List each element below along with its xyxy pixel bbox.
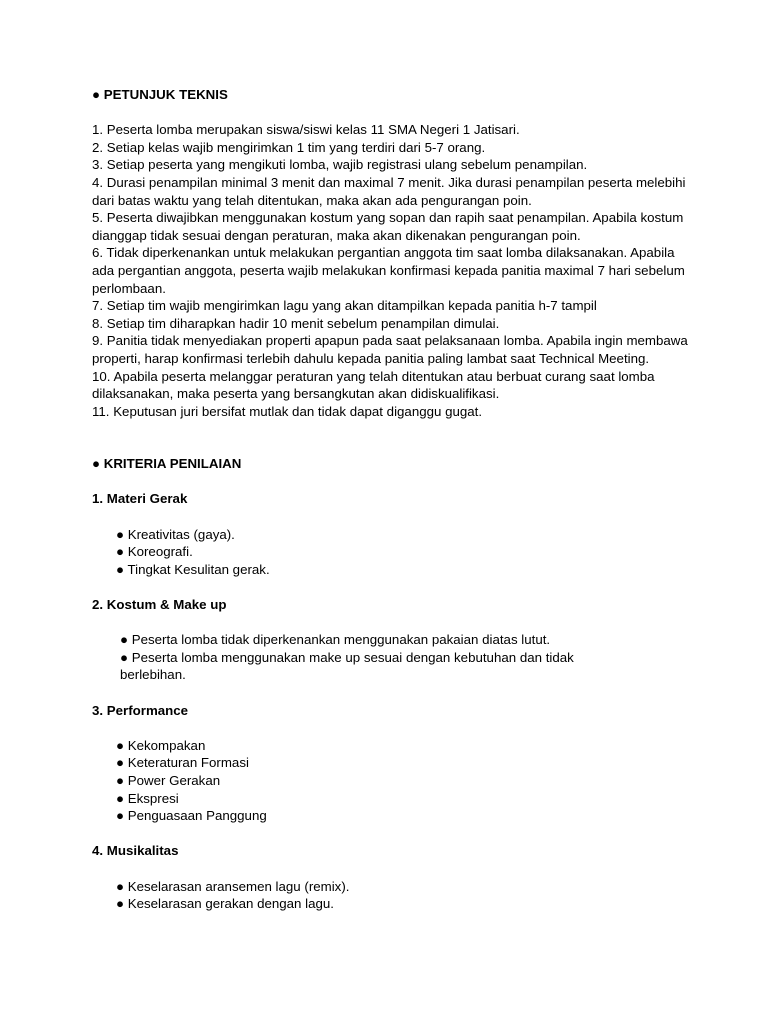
criteria-list-musikalitas — [92, 878, 692, 913]
rule-item: 4. Durasi penampilan minimal 3 menit dan maximal 7 menit. Jika durasi penampilan peserta melebihi dari batas waktu yang telah ditentukan, maka akan ada pengurangan poin. — [92, 174, 686, 208]
criteria-item: ● Penguasaan Panggung — [116, 808, 267, 824]
criteria-title-musikalitas: 4. Musikalitas — [92, 843, 179, 859]
rule-item: 11. Keputusan juri bersifat mutlak dan tidak dapat diganggu gugat. — [92, 403, 483, 419]
rule-item: 2. Setiap kelas wajib mengirimkan 1 tim yang terdiri dari 5-7 orang. — [92, 139, 486, 155]
rule-item: 10. Apabila peserta melanggar peraturan yang telah ditentukan atau berbuat curang saat lomba dilaksanakan, maka peserta yang bersangkutan akan didiskualifikasi. — [92, 368, 655, 402]
criteria-list-performance — [92, 737, 692, 825]
rule-item: 8. Setiap tim diharapkan hadir 10 menit sebelum penampilan dimulai. — [92, 315, 500, 331]
section-spacer — [92, 420, 692, 455]
criteria-item: ● Keselarasan gerakan dengan lagu. — [116, 896, 334, 912]
rule-item: 1. Peserta lomba merupakan siswa/siswi kelas 11 SMA Negeri 1 Jatisari. — [92, 122, 520, 138]
rule-item: 3. Setiap peserta yang mengikuti lomba, wajib registrasi ulang sebelum penampilan. — [92, 157, 588, 173]
criteria-title-kostum: 2. Kostum & Make up — [92, 597, 227, 613]
criteria-title-performance: 3. Performance — [92, 702, 189, 718]
spacer — [92, 473, 692, 491]
kriteria-heading: ● KRITERIA PENILAIAN — [92, 456, 242, 472]
criteria-list-materi-gerak — [92, 526, 692, 579]
rule-item: 5. Peserta diwajibkan menggunakan kostum yang sopan dan rapih saat penampilan. Apabila kostum dianggap tidak sesuai dengan peraturan, maka akan dikenakan pengurangan poin. — [92, 210, 684, 243]
criteria-item: berlebihan. — [120, 667, 186, 683]
rules-list — [92, 121, 692, 420]
criteria-item: ● Kekompakan — [116, 737, 206, 753]
rule-item: 9. Panitia tidak menyediakan properti apapun pada saat pelaksanaan lomba. Apabila ingin membawa properti, harap konfirmasi terlebih dahulu kepada panitia paling lambat saat Technical Meeting. — [92, 333, 688, 366]
criteria-item: ● Koreografi. — [116, 544, 193, 560]
criteria-item: ● Power Gerakan — [116, 772, 221, 788]
criteria-title-materi-gerak: 1. Materi Gerak — [92, 491, 188, 507]
criteria-item: ● Ekspresi — [116, 790, 179, 806]
criteria-item: ● Keselarasan aransemen lagu (remix). — [116, 878, 350, 894]
criteria-item: ● Kreativitas (gaya). — [116, 526, 235, 542]
rule-item: 7. Setiap tim wajib mengirimkan lagu yang akan ditampilkan kepada panitia h-7 tampil — [92, 298, 597, 314]
criteria-item: ● Keteraturan Formasi — [116, 755, 249, 771]
criteria-item: ● Peserta lomba tidak diperkenankan menggunakan pakaian diatas lutut. — [120, 632, 551, 648]
rule-item: 6. Tidak diperkenankan untuk melakukan pergantian anggota tim saat lomba dilaksanakan. Apabila ada pergantian anggota, peserta wajib melakukan konfirmasi kepada panitia maximal 7 hari sebelum perlombaan. — [92, 245, 685, 296]
criteria-item: ● Peserta lomba menggunakan make up sesuai dengan kebutuhan dan tidak — [120, 649, 574, 665]
document-body — [92, 86, 692, 930]
petunjuk-heading: ● PETUNJUK TEKNIS — [92, 87, 228, 102]
criteria-list-kostum — [92, 631, 692, 684]
criteria-item: ● Tingkat Kesulitan gerak. — [116, 561, 270, 577]
